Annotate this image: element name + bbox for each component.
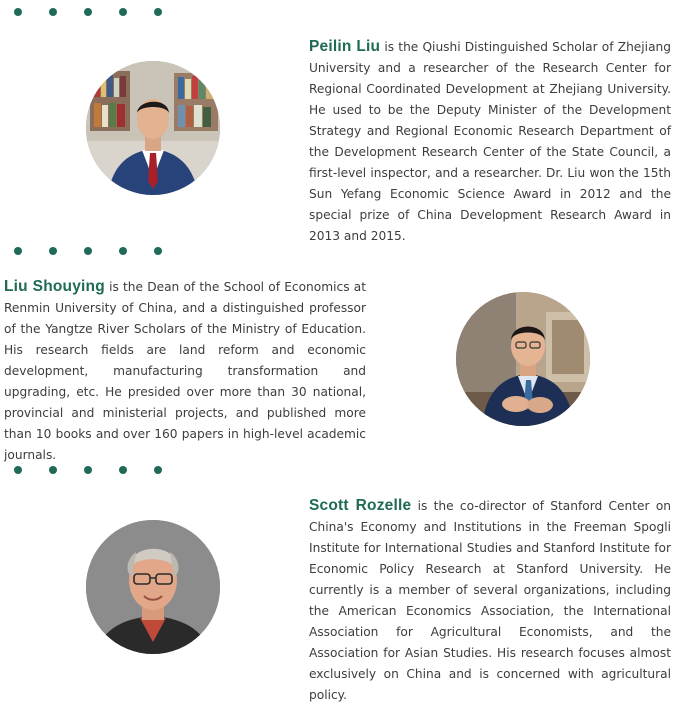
divider-dot [84,466,92,474]
divider-dot [14,8,22,16]
divider-dot [49,8,57,16]
person-name: Peilin Liu [309,38,381,55]
bio-text: is the Qiushi Distinguished Scholar of Zhejiang University and a researcher of the Research Center for Regional Coordinated Development at Zhejiang University. He used to be the Deputy Minister of the Development Strategy and Regional Economic Research Department of the Development Research Center of the State Council, a first-level inspector, and a researcher. Dr. Liu won the 15th Sun Yefang Economic Science Award in 2012 and the special prize of China Development Research Award in 2013 and 2015. [309,40,671,243]
bio-peilin-liu [309,36,671,247]
bio-liu-shouying [4,276,366,466]
person-name: Scott Rozelle [309,497,412,514]
divider-dot [84,8,92,16]
divider-dot [14,247,22,255]
divider-dot [49,247,57,255]
portrait-liu-shouying [456,292,590,426]
portrait-peilin-liu [86,61,220,195]
portrait-image [86,61,220,195]
bio-text: is the Dean of the School of Economics at Renmin University of China, and a distinguished professor of the Yangtze River Scholars of the Ministry of Education. His research fields are land reform and economic development, manufacturing transformation and upgrading, etc. He presided over more than 30 national, provincial and ministerial projects, and published more than 10 books and over 160 papers in high-level academic journals. [4,280,366,462]
portrait-image [456,292,590,426]
portrait-scott-rozelle [86,520,220,654]
section-divider-dots [14,247,174,255]
divider-dot [119,247,127,255]
divider-dot [119,8,127,16]
portrait-image [86,520,220,654]
divider-dot [119,466,127,474]
divider-dot [14,466,22,474]
bio-text: is the co-director of Stanford Center on China's Economy and Institutions in the Freeman Spogli Institute for International Studies and Stanford Institute for Economic Policy Research at Stanford University. He currently is a member of several organizations, including the American Economics Association, the International Association for Agricultural Economists, and the Association for Asian Studies. His research focuses almost exclusively on China and is concerned with agricultural policy. [309,499,671,702]
divider-dot [154,8,162,16]
section-divider-dots [14,8,174,16]
section-divider-dots [14,466,174,474]
divider-dot [154,466,162,474]
divider-dot [49,466,57,474]
divider-dot [154,247,162,255]
person-name: Liu Shouying [4,278,105,295]
divider-dot [84,247,92,255]
bio-scott-rozelle [309,495,671,706]
